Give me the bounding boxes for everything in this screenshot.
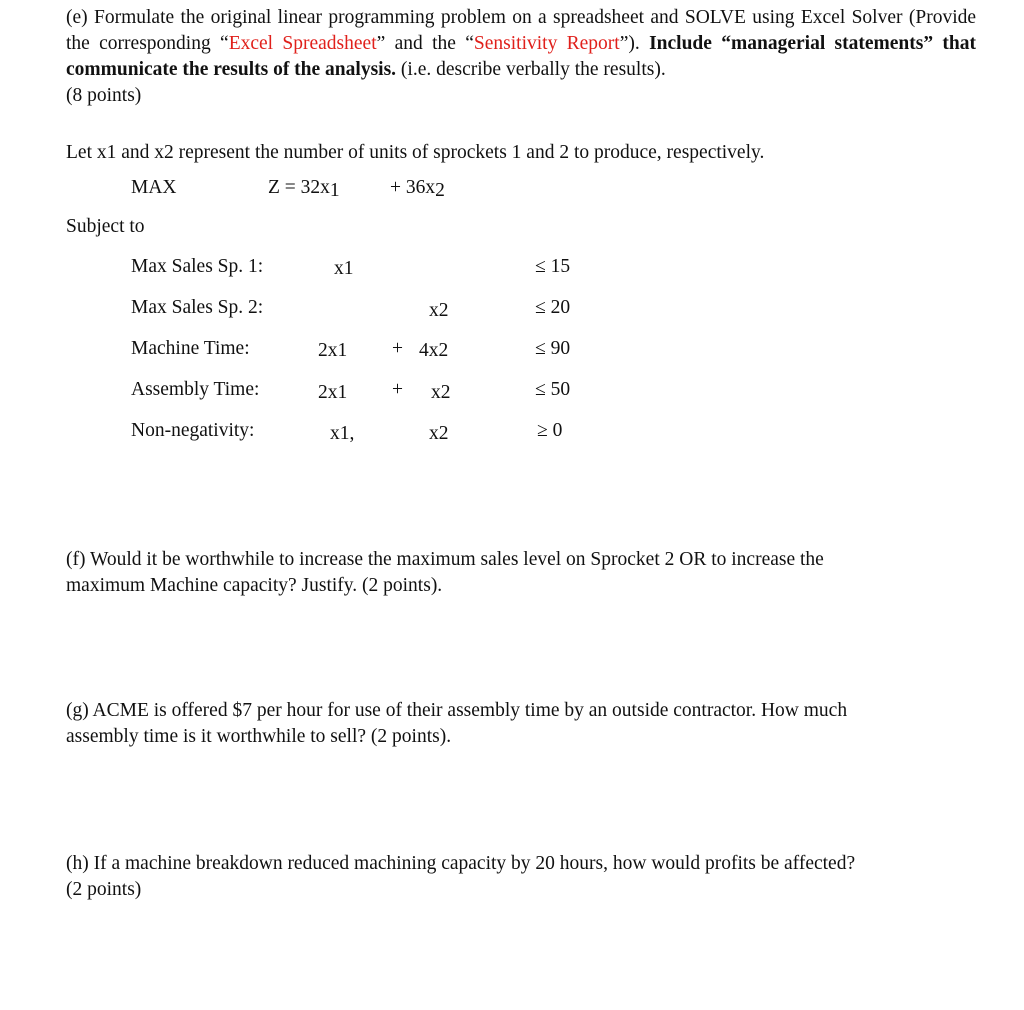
objective-term2-text: + 36x [390, 177, 436, 198]
constraint-x1-term: x1 [334, 258, 354, 279]
constraint-rhs: ≤ 20 [535, 297, 571, 318]
constraint-label: Max Sales Sp. 2: [131, 297, 264, 318]
constraint-label: Non-negativity: [131, 420, 255, 441]
part-h-question [66, 851, 976, 903]
objective-term2-sub: 2 [435, 180, 445, 201]
part-e-text-a: (Provide the corresponding “ [66, 7, 977, 54]
part-h-line2: (2 points) [66, 879, 142, 900]
part-f-line1: (f) Would it be worthwhile to increase the maximum sales level on Sprocket 2 OR to increase the [66, 549, 824, 570]
part-e-bold-instruction: Include “managerial statements” that communicate the results of the analysis. [66, 33, 977, 80]
constraint-label: Assembly Time: [131, 379, 260, 400]
constraint-x1-term: x1, [330, 423, 355, 444]
part-g-line2: assembly time is it worthwhile to sell? (2 points). [66, 726, 452, 747]
constraint-operator: + [392, 379, 403, 400]
constraint-x2-term: 4x2 [419, 340, 449, 361]
part-f-question [66, 547, 976, 599]
part-e-tail: (i.e. describe verbally the results). [396, 59, 666, 80]
constraint-x2-term: x2 [429, 300, 449, 321]
objective-x2-term [390, 175, 445, 201]
constraint-rhs: ≥ 0 [537, 420, 563, 441]
objective-z-text: Z = 32x [268, 177, 330, 198]
part-h-line1: (h) If a machine breakdown reduced machining capacity by 20 hours, how would profits be affected? [66, 853, 856, 874]
constraint-x1-term: 2x1 [318, 382, 348, 403]
objective-label: MAX [131, 177, 177, 198]
variable-definition: Let x1 and x2 represent the number of units of sprockets 1 and 2 to produce, respectively. [66, 142, 765, 163]
sensitivity-report-highlight: Sensitivity Report [473, 33, 620, 54]
part-g-line1: (g) ACME is offered $7 per hour for use of their assembly time by an outside contractor. How much [66, 700, 848, 721]
subject-to-label: Subject to [66, 216, 145, 237]
constraint-rhs: ≤ 50 [535, 379, 571, 400]
part-e-text-c: ”). [619, 33, 650, 54]
constraint-rhs: ≤ 90 [535, 338, 571, 359]
constraint-label: Max Sales Sp. 1: [131, 256, 264, 277]
objective-z-term [268, 175, 340, 201]
part-e-points: (8 points) [66, 85, 142, 106]
part-e-question [66, 5, 976, 109]
constraint-x2-term: x2 [431, 382, 451, 403]
part-f-line2: maximum Machine capacity? Justify. (2 points). [66, 575, 443, 596]
constraint-label: Machine Time: [131, 338, 250, 359]
constraint-x1-term: 2x1 [318, 340, 348, 361]
constraint-rhs: ≤ 15 [535, 256, 571, 277]
excel-spreadsheet-highlight: Excel Spreadsheet [228, 33, 377, 54]
part-e-text-b: ” and the “ [376, 33, 474, 54]
constraint-x2-term: x2 [429, 423, 449, 444]
objective-z-sub: 1 [329, 180, 340, 201]
part-g-question [66, 698, 976, 750]
part-e-line1: (e) Formulate the original linear programming problem on a spreadsheet and SOLVE using Excel Solver [66, 7, 903, 28]
constraint-operator: + [392, 338, 403, 359]
